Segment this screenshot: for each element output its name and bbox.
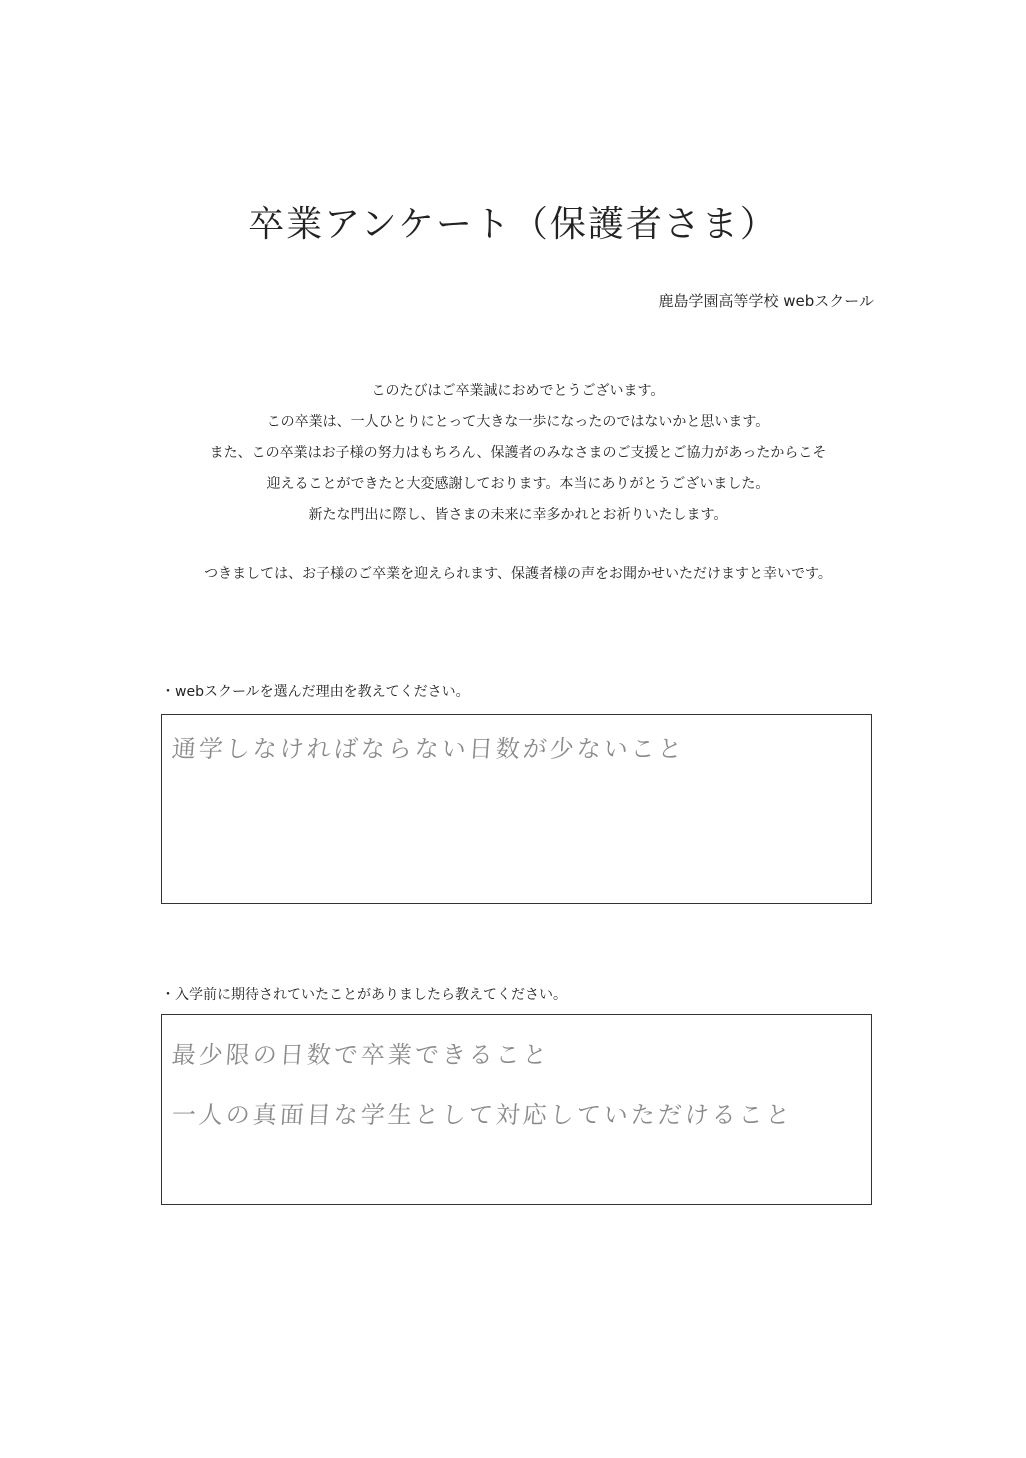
question-1-label: ・webスクールを選んだ理由を教えてください。 xyxy=(161,684,470,700)
intro-line: 新たな門出に際し、皆さまの未来に幸多かれとお祈りいたします。 xyxy=(308,507,728,523)
question-2-label: ・入学前に期待されていたことがありましたら教えてください。 xyxy=(161,987,567,1003)
organization-name: 鹿島学園高等学校 webスクール xyxy=(658,292,874,310)
intro-line: また、この卒業はお子様の努力はもちろん、保護者のみなさまのご支援とご協力があったからこそ xyxy=(209,445,827,461)
request-message: つきましては、お子様のご卒業を迎えられます、保護者様の声をお聞かせいただけますと幸いです。 xyxy=(204,566,832,582)
intro-line: この卒業は、一人ひとりにとって大きな一歩になったのではないかと思います。 xyxy=(266,414,770,430)
question-2-answer-box[interactable] xyxy=(161,1014,872,1205)
question-1-answer-box[interactable] xyxy=(161,714,872,904)
page-title: 卒業アンケート（保護者さま） xyxy=(248,204,778,245)
question-2-answer-line: 最少限の日数で卒業できること xyxy=(170,1041,551,1069)
intro-line: このたびはご卒業誠におめでとうございます。 xyxy=(371,383,665,399)
question-2-answer-line: 一人の真面目な学生として対応していただけること xyxy=(170,1101,794,1129)
question-1-answer-line: 通学しなければならない日数が少ないこと xyxy=(170,735,686,763)
intro-line: 迎えることができたと大変感謝しております。本当にありがとうございました。 xyxy=(266,476,770,492)
intro-message xyxy=(140,376,896,531)
